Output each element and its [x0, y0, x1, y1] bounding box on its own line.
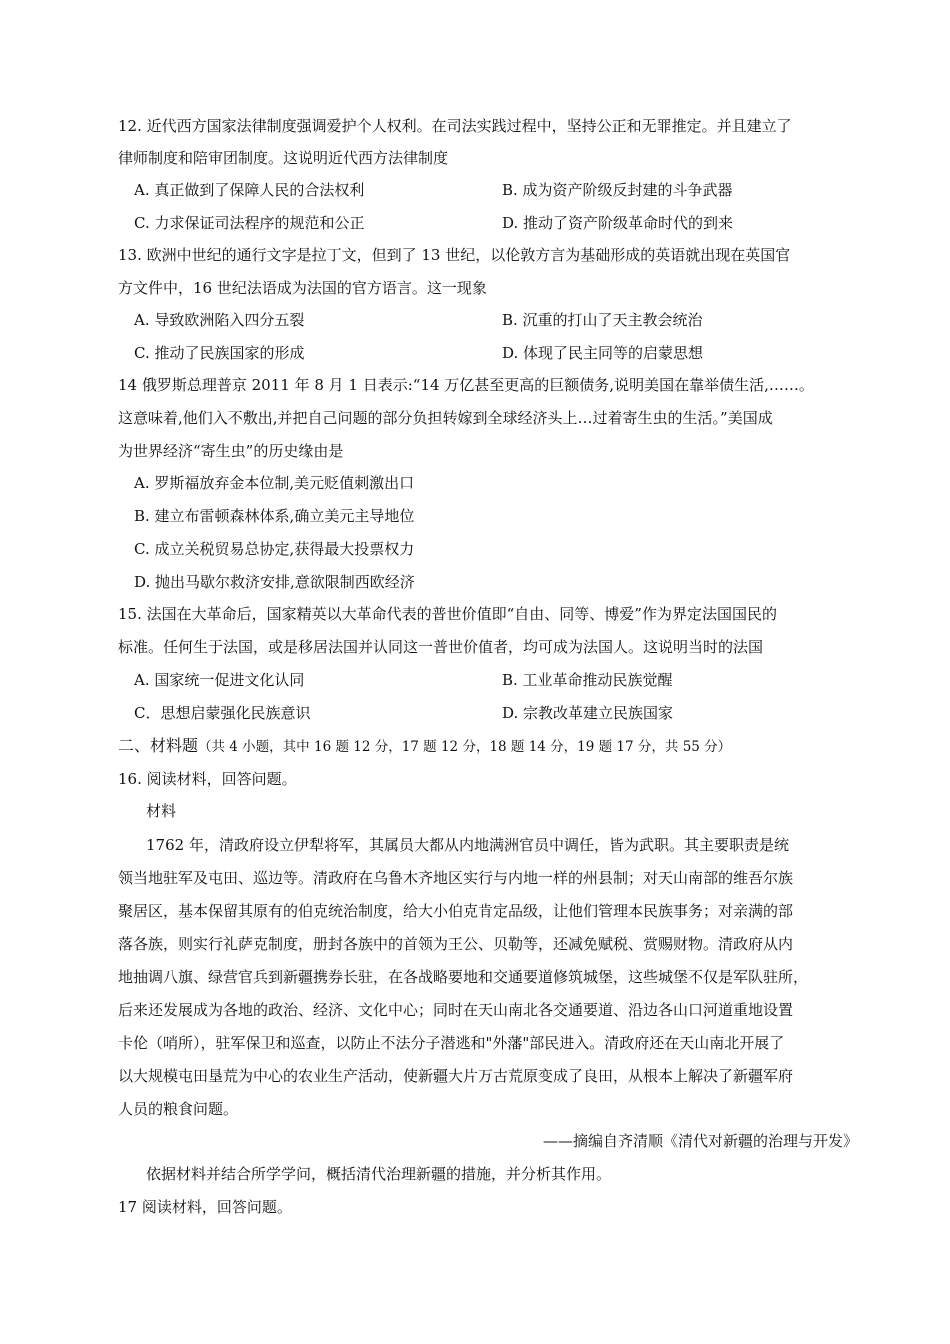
q14-stem-line3: 为世界经济“寄生虫”的历史缘由是	[118, 442, 344, 460]
q13-stem-line2: 方文件中，16 世纪法语成为法国的官方语言。这一现象	[118, 279, 487, 297]
q16-material-line1: 1762 年，清政府设立伊犁将军，其属员大都从内地满洲官员中调任，皆为武职。其主要职责是统	[146, 836, 789, 854]
q16-heading: 16. 阅读材料，回答问题。	[118, 770, 297, 788]
q14-option-b: B. 建立布雷顿森林体系,确立美元主导地位	[134, 507, 415, 525]
q14-option-c: C. 成立关税贸易总协定,获得最大投票权力	[134, 540, 415, 558]
q14-stem-line1: 14 俄罗斯总理普京 2011 年 8 月 1 日表示:“14 万亿甚至更高的巨额债务,说明美国在靠举债生活,……。	[118, 376, 814, 394]
q16-source-citation: ——摘编自齐清顺《清代对新疆的治理与开发》	[542, 1132, 858, 1150]
q15-option-d: D. 宗教改革建立民族国家	[502, 704, 674, 722]
q12-option-c: C. 力求保证司法程序的规范和公正	[134, 214, 365, 232]
q12-option-d: D. 推动了资产阶级革命时代的到来	[502, 214, 734, 232]
q12-option-b: B. 成为资产阶级反封建的斗争武器	[502, 181, 733, 199]
q13-option-a: A. 导致欧洲陷入四分五裂	[134, 311, 305, 329]
q16-material-line2: 领当地驻军及屯田、巡边等。清政府在乌鲁木齐地区实行与内地一样的州县制；对天山南部的维吾尔族	[118, 869, 794, 887]
q16-material-line9: 人员的粮食问题。	[118, 1100, 239, 1118]
q15-option-c: C．思想启蒙强化民族意识	[134, 704, 311, 722]
q16-material-line3: 聚居区，基本保留其原有的伯克统治制度，给大小伯克肯定品级，让他们管理本民族事务；对亲满的部	[118, 902, 794, 920]
q15-option-a: A. 国家统一促进文化认同	[134, 671, 305, 689]
q16-material-line4: 落各族，则实行礼萨克制度，册封各族中的首领为王公、贝勒等，还减免赋税、赏赐财物。清政府从内	[118, 935, 794, 953]
q16-material-label: 材料	[146, 802, 177, 820]
section-two-heading	[118, 736, 858, 757]
q12-stem-line1: 12. 近代西方国家法律制度强调爱护个人权利。在司法实践过程中，坚持公正和无罪推定。并且建立了	[118, 117, 792, 135]
q16-material-line7: 卡伦（哨所），驻军保卫和巡查，以防止不法分子潜逃和"外藩"部民进入。清政府还在天山南北开展了	[118, 1034, 785, 1052]
q13-option-c: C. 推动了民族国家的形成	[134, 344, 305, 362]
q15-stem-line1: 15. 法国在大革命后，国家精英以大革命代表的普世价值即“自由、同等、博爱”作为界定法国国民的	[118, 605, 777, 623]
q14-option-d: D. 抛出马歇尔救济安排,意欲限制西欧经济	[134, 573, 415, 591]
q16-task: 依据材料并结合所学学问，概括清代治理新疆的措施，并分析其作用。	[146, 1165, 612, 1183]
q16-material-line8: 以大规模屯田垦荒为中心的农业生产活动，使新疆大片万古荒原变成了良田，从根本上解决了新疆军府	[118, 1067, 794, 1085]
q17-heading: 17 阅读材料，回答问题。	[118, 1198, 292, 1216]
q14-option-a: A. 罗斯福放弃金本位制,美元贬值刺激出口	[134, 474, 415, 492]
q15-stem-line2: 标准。任何生于法国，或是移居法国并认同这一普世价值者，均可成为法国人。这说明当时的法国	[118, 638, 764, 656]
q13-option-b: B. 沉重的打山了天主教会统治	[502, 311, 703, 329]
q14-stem-line2: 这意味着,他们入不敷出,并把自己问题的部分负担转嫁到全球经济头上…过着寄生虫的生活。”美国成	[118, 409, 773, 427]
section-two-title: 二、材料题	[118, 736, 199, 755]
q12-option-a: A. 真正做到了保障人民的合法权利	[134, 181, 365, 199]
section-two-note: （共 4 小题，其中 16 题 12 分，17 题 12 分，18 题 14 分，19 题 17 分，共 55 分）	[198, 739, 732, 755]
q13-stem-line1: 13. 欧洲中世纪的通行文字是拉丁文，但到了 13 世纪，以伦敦方言为基础形成的英语就出现在英国官	[118, 246, 791, 264]
q15-option-b: B. 工业革命推动民族觉醒	[502, 671, 673, 689]
q12-stem-line2: 律师制度和陪审团制度。这说明近代西方法律制度	[118, 149, 449, 167]
q13-option-d: D. 体现了民主同等的启蒙思想	[502, 344, 704, 362]
q16-material-line6: 后来还发展成为各地的政治、经济、文化中心；同时在天山南北各交通要道、沿边各山口河道重地设置	[118, 1001, 794, 1019]
q16-material-line5: 地抽调八旗、绿营官兵到新疆携券长驻，在各战略要地和交通要道修筑城堡，这些城堡不仅是军队驻所，	[118, 968, 809, 986]
